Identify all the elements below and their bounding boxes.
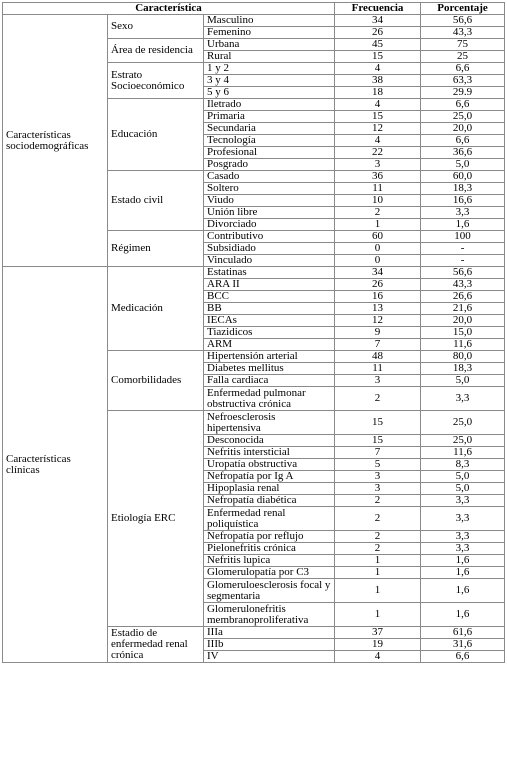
- header-frequency: Frecuencia: [335, 3, 421, 15]
- row-percent: 6,6: [421, 135, 505, 147]
- row-frequency: 4: [335, 63, 421, 75]
- row-frequency: 7: [335, 447, 421, 459]
- row-frequency: 3: [335, 471, 421, 483]
- row-frequency: 0: [335, 243, 421, 255]
- row-frequency: 1: [335, 567, 421, 579]
- row-label: Soltero: [204, 183, 335, 195]
- row-label: Tiazidicos: [204, 327, 335, 339]
- subgroup-comorbilidades: Comorbilidades: [108, 351, 204, 411]
- row-frequency: 22: [335, 147, 421, 159]
- row-frequency: 38: [335, 75, 421, 87]
- row-label: 5 y 6: [204, 87, 335, 99]
- row-frequency: 2: [335, 507, 421, 531]
- row-frequency: 2: [335, 543, 421, 555]
- row-frequency: 16: [335, 291, 421, 303]
- row-frequency: 37: [335, 627, 421, 639]
- row-label: Primaria: [204, 111, 335, 123]
- row-frequency: 26: [335, 27, 421, 39]
- row-label: Nefropatía diabética: [204, 495, 335, 507]
- row-frequency: 15: [335, 411, 421, 435]
- row-label: Viudo: [204, 195, 335, 207]
- row-frequency: 3: [335, 375, 421, 387]
- row-percent: 25,0: [421, 435, 505, 447]
- row-frequency: 15: [335, 51, 421, 63]
- subgroup-educacion: Educación: [108, 99, 204, 171]
- row-label: Glomerulonefritis membranoproliferativa: [204, 603, 335, 627]
- row-frequency: 19: [335, 639, 421, 651]
- row-percent: 3,3: [421, 495, 505, 507]
- row-label: Uropatía obstructiva: [204, 459, 335, 471]
- row-percent: -: [421, 255, 505, 267]
- row-label: Nefropatía por Ig A: [204, 471, 335, 483]
- row-percent: 21,6: [421, 303, 505, 315]
- row-label: Urbana: [204, 39, 335, 51]
- row-frequency: 2: [335, 495, 421, 507]
- table-row: [3, 15, 505, 27]
- row-percent: 75: [421, 39, 505, 51]
- header-percent: Porcentaje: [421, 3, 505, 15]
- row-percent: 5,0: [421, 159, 505, 171]
- row-frequency: 1: [335, 555, 421, 567]
- row-percent: 8,3: [421, 459, 505, 471]
- row-percent: 29.9: [421, 87, 505, 99]
- row-frequency: 48: [335, 351, 421, 363]
- row-label: Tecnología: [204, 135, 335, 147]
- row-label: Posgrado: [204, 159, 335, 171]
- subgroup-etiologia: Etiología ERC: [108, 411, 204, 627]
- row-label: Rural: [204, 51, 335, 63]
- group-sociodemographic: Características sociodemográficas: [3, 15, 108, 267]
- row-percent: 18,3: [421, 363, 505, 375]
- row-percent: 36,6: [421, 147, 505, 159]
- row-label: 3 y 4: [204, 75, 335, 87]
- row-label: BB: [204, 303, 335, 315]
- row-frequency: 18: [335, 87, 421, 99]
- row-label: Masculino: [204, 15, 335, 27]
- row-frequency: 3: [335, 483, 421, 495]
- row-percent: 25,0: [421, 411, 505, 435]
- row-frequency: 2: [335, 207, 421, 219]
- row-percent: 43,3: [421, 279, 505, 291]
- row-frequency: 36: [335, 171, 421, 183]
- row-frequency: 15: [335, 111, 421, 123]
- row-percent: 1,6: [421, 567, 505, 579]
- row-percent: 1,6: [421, 219, 505, 231]
- row-percent: 31,6: [421, 639, 505, 651]
- row-frequency: 4: [335, 135, 421, 147]
- row-label: Desconocida: [204, 435, 335, 447]
- header-characteristic: Característica: [3, 3, 335, 15]
- row-percent: 15,0: [421, 327, 505, 339]
- row-label: Unión libre: [204, 207, 335, 219]
- row-percent: 1,6: [421, 555, 505, 567]
- row-frequency: 7: [335, 339, 421, 351]
- subgroup-regimen: Régimen: [108, 231, 204, 267]
- row-frequency: 12: [335, 123, 421, 135]
- header-row: [3, 3, 505, 15]
- row-percent: 5,0: [421, 375, 505, 387]
- row-percent: 16,6: [421, 195, 505, 207]
- row-frequency: 60: [335, 231, 421, 243]
- row-frequency: 11: [335, 183, 421, 195]
- row-percent: 5,0: [421, 483, 505, 495]
- row-label: Contributivo: [204, 231, 335, 243]
- row-frequency: 1: [335, 219, 421, 231]
- row-label: Profesional: [204, 147, 335, 159]
- row-frequency: 34: [335, 15, 421, 27]
- row-percent: 56,6: [421, 15, 505, 27]
- subgroup-area: Área de residencia: [108, 39, 204, 63]
- row-percent: 25,0: [421, 111, 505, 123]
- row-label: Nefropatía por reflujo: [204, 531, 335, 543]
- row-frequency: 13: [335, 303, 421, 315]
- row-label: Diabetes mellitus: [204, 363, 335, 375]
- row-label: IIIa: [204, 627, 335, 639]
- row-label: IIIb: [204, 639, 335, 651]
- row-label: Nefroesclerosis hipertensiva: [204, 411, 335, 435]
- subgroup-estadio: Estadio de enfermedad renal crónica: [108, 627, 204, 663]
- subgroup-estado-civil: Estado civil: [108, 171, 204, 231]
- row-label: Falla cardiaca: [204, 375, 335, 387]
- row-percent: 18,3: [421, 183, 505, 195]
- row-frequency: 2: [335, 531, 421, 543]
- table-row: [3, 267, 505, 279]
- row-percent: 56,6: [421, 267, 505, 279]
- subgroup-medicacion: Medicación: [108, 267, 204, 351]
- row-label: Divorciado: [204, 219, 335, 231]
- row-label: Hipertensión arterial: [204, 351, 335, 363]
- row-frequency: 34: [335, 267, 421, 279]
- row-frequency: 1: [335, 603, 421, 627]
- row-percent: 6,6: [421, 651, 505, 663]
- row-label: Glomerulopatía por C3: [204, 567, 335, 579]
- row-label: Nefritis lupica: [204, 555, 335, 567]
- row-percent: 20,0: [421, 123, 505, 135]
- row-frequency: 1: [335, 579, 421, 603]
- row-label: Hipoplasia renal: [204, 483, 335, 495]
- row-percent: 20,0: [421, 315, 505, 327]
- row-percent: 6,6: [421, 99, 505, 111]
- characteristics-table: [2, 2, 505, 663]
- row-percent: 3,3: [421, 507, 505, 531]
- row-percent: 3,3: [421, 531, 505, 543]
- row-label: Subsidiado: [204, 243, 335, 255]
- row-frequency: 15: [335, 435, 421, 447]
- row-label: Estatinas: [204, 267, 335, 279]
- row-label: Nefritis intersticial: [204, 447, 335, 459]
- row-percent: 1,6: [421, 579, 505, 603]
- row-frequency: 9: [335, 327, 421, 339]
- row-label: Pielonefritis crónica: [204, 543, 335, 555]
- row-percent: 1,6: [421, 603, 505, 627]
- row-frequency: 4: [335, 99, 421, 111]
- row-frequency: 3: [335, 159, 421, 171]
- row-percent: 11,6: [421, 339, 505, 351]
- row-label: Secundaria: [204, 123, 335, 135]
- row-frequency: 5: [335, 459, 421, 471]
- row-percent: 3,3: [421, 543, 505, 555]
- row-percent: 3,3: [421, 207, 505, 219]
- row-percent: 80,0: [421, 351, 505, 363]
- row-percent: 26,6: [421, 291, 505, 303]
- row-label: Enfermedad renal poliquística: [204, 507, 335, 531]
- row-percent: 11,6: [421, 447, 505, 459]
- row-label: BCC: [204, 291, 335, 303]
- row-label: Glomeruloesclerosis focal y segmentaria: [204, 579, 335, 603]
- row-frequency: 0: [335, 255, 421, 267]
- row-label: ARA II: [204, 279, 335, 291]
- row-frequency: 4: [335, 651, 421, 663]
- row-percent: 60,0: [421, 171, 505, 183]
- subgroup-sexo: Sexo: [108, 15, 204, 39]
- row-label: 1 y 2: [204, 63, 335, 75]
- row-percent: 100: [421, 231, 505, 243]
- row-label: Casado: [204, 171, 335, 183]
- row-frequency: 45: [335, 39, 421, 51]
- row-frequency: 10: [335, 195, 421, 207]
- row-percent: 61,6: [421, 627, 505, 639]
- subgroup-estrato: Estrato Socioeconómico: [108, 63, 204, 99]
- row-frequency: 26: [335, 279, 421, 291]
- row-label: Enfermedad pulmonar obstructiva crónica: [204, 387, 335, 411]
- row-frequency: 12: [335, 315, 421, 327]
- row-percent: 25: [421, 51, 505, 63]
- row-percent: 43,3: [421, 27, 505, 39]
- group-clinical: Características clínicas: [3, 267, 108, 663]
- row-label: IV: [204, 651, 335, 663]
- row-frequency: 2: [335, 387, 421, 411]
- row-percent: 5,0: [421, 471, 505, 483]
- row-percent: 3,3: [421, 387, 505, 411]
- row-percent: -: [421, 243, 505, 255]
- row-label: Iletrado: [204, 99, 335, 111]
- row-percent: 6,6: [421, 63, 505, 75]
- row-frequency: 11: [335, 363, 421, 375]
- row-label: ARM: [204, 339, 335, 351]
- row-percent: 63,3: [421, 75, 505, 87]
- row-label: IECAs: [204, 315, 335, 327]
- row-label: Femenino: [204, 27, 335, 39]
- row-label: Vinculado: [204, 255, 335, 267]
